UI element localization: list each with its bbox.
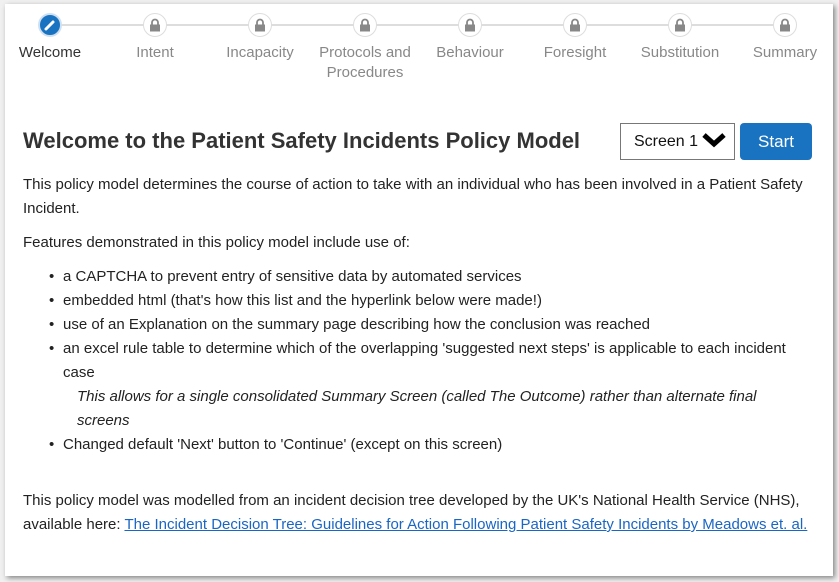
page-title: Welcome to the Patient Safety Incidents Policy Model [23, 128, 581, 153]
list-item: • use of an Explanation on the summary page describing how the conclusion was reached [49, 313, 813, 337]
screen-select[interactable] [620, 123, 735, 160]
step-label: Foresight [543, 44, 607, 61]
lock-icon [563, 13, 587, 37]
step-behaviour[interactable] [418, 13, 522, 63]
features-heading: Features demonstrated in this policy model include use of: [23, 234, 410, 251]
lock-icon [773, 13, 797, 37]
features-list [49, 265, 813, 457]
source-link[interactable]: The Incident Decision Tree: Guidelines for Action Following Patient Safety Incidents by Meadows et. al. [124, 516, 808, 533]
step-protocols-and-procedures[interactable] [313, 13, 417, 83]
lock-icon [143, 13, 167, 37]
step-label: Behaviour [436, 44, 504, 61]
list-item: • a CAPTCHA to prevent entry of sensitive data by automated services [49, 265, 813, 289]
list-item: • Changed default 'Next' button to 'Continue' (except on this screen) [49, 433, 813, 457]
step-welcome[interactable] [5, 13, 102, 63]
screen-select-value: Screen 1 [634, 133, 699, 150]
source-text: This policy model was modelled from an incident decision tree developed by the UK's National Health Service (NHS), available here: [23, 492, 800, 533]
step-intent[interactable] [103, 13, 207, 63]
step-label: Protocols and Procedures [319, 44, 411, 81]
start-button[interactable]: Start [740, 123, 812, 160]
chevron-down-icon [702, 132, 726, 148]
content [23, 173, 813, 547]
step-label: Summary [752, 44, 818, 61]
step-label: Incapacity [226, 44, 294, 61]
lock-icon [248, 13, 272, 37]
step-label: Intent [136, 44, 174, 61]
lock-icon [668, 13, 692, 37]
step-label: Welcome [18, 44, 82, 61]
lock-icon [353, 13, 377, 37]
feature-note: This allows for a single consolidated Summary Screen (called The Outcome) rather than alternate final screens [77, 388, 757, 429]
step-foresight[interactable] [523, 13, 627, 63]
step-substitution[interactable] [628, 13, 732, 63]
step-incapacity[interactable] [208, 13, 312, 63]
list-item-text: an excel rule table to determine which of the overlapping 'suggested next steps' is applicable to each incident case [63, 340, 786, 381]
interview-panel [5, 4, 833, 576]
intro-text: This policy model determines the course of action to take with an individual who has been involved in a Patient Safety Incident. [23, 176, 803, 217]
step-label: Substitution [640, 44, 720, 61]
step-summary[interactable] [733, 13, 833, 63]
list-item [49, 337, 813, 433]
pencil-icon [38, 13, 62, 37]
source-paragraph [23, 489, 813, 537]
lock-icon [458, 13, 482, 37]
list-item: • embedded html (that's how this list and the hyperlink below were made!) [49, 289, 813, 313]
